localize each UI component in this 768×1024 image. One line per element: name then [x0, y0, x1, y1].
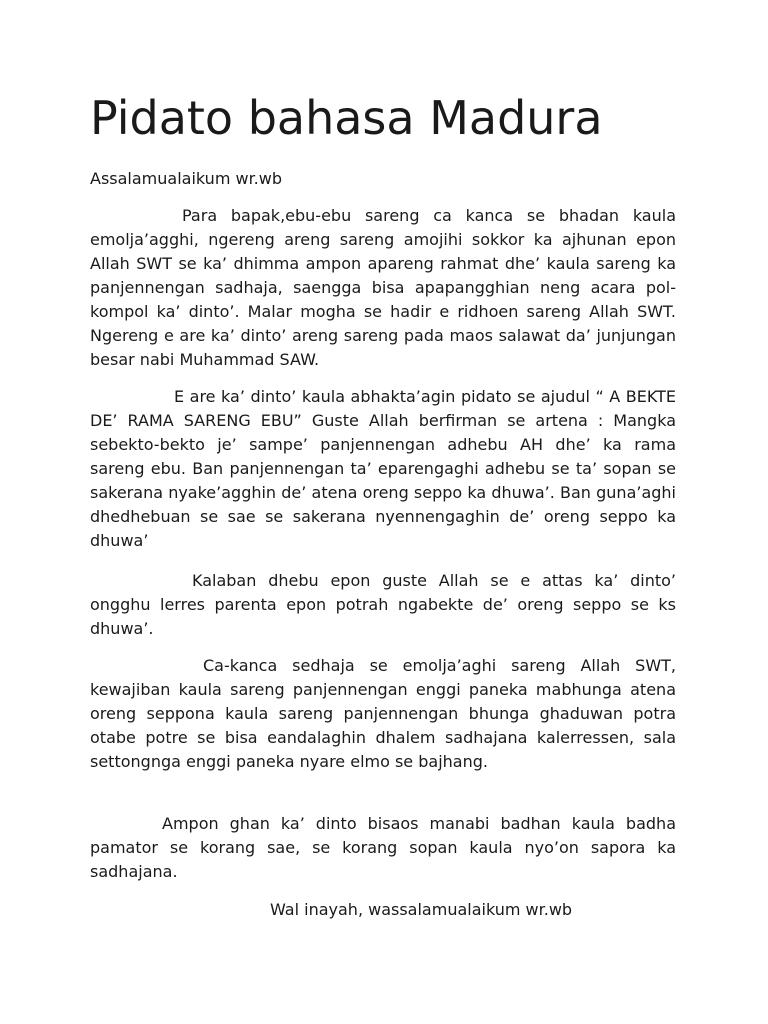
- paragraph-2: E are ka’ dinto’ kaula abhakta’agin pidato se ajudul “ A BEKTE DE’ RAMA SARENG EBU” Guste Allah berfirman se artena : Mangka sebekto-bekto je’ sampe’ panjennengan adhebu AH dhe’ ka rama sareng ebu. Ban panjennengan ta’ eparengaghi adhebu se ta’ sopan se sakerana nyake’agghin de’ atena oreng seppo ka dhuwa’. Ban guna’aghi dhedhebuan se sae se sakerana nyennengaghin de’ oreng seppo ka dhuwa’: [90, 387, 676, 550]
- paragraph-3: Kalaban dhebu epon guste Allah se e attas ka’ dinto’ ongghu lerres parenta epon potrah ngabekte de’ oreng seppo se ks dhuwa’.: [90, 571, 676, 638]
- closing-greeting: Wal inayah, wassalamualaikum wr.wb: [270, 900, 573, 919]
- opening-greeting: Assalamualaikum wr.wb: [90, 169, 283, 188]
- page-title: Pidato bahasa Madura: [90, 91, 603, 145]
- paragraph-1: Para bapak,ebu-ebu sareng ca kanca se bhadan kaula emolja’agghi, ngereng areng sareng amojihi sokkor ka ajhunan epon Allah SWT se ka’ dhimma ampon apareng rahmat dhe’ kaula sareng ka panjennengan sadhaja, saengga bisa apapangghian neng acara pol-kompol ka’ dinto’. Malar mogha se hadir e ridhoen sareng Allah SWT. Ngereng e are ka’ dinto’ areng sareng pada maos salawat da’ junjungan besar nabi Muhammad SAW.: [90, 206, 676, 369]
- paragraph-5: Ampon ghan ka’ dinto bisaos manabi badhan kaula badha pamator se korang sae, se korang sopan kaula nyo’on sapora ka sadhajana.: [90, 814, 676, 881]
- paragraph-4: Ca-kanca sedhaja se emolja’aghi sareng Allah SWT, kewajiban kaula sareng panjennengan enggi paneka mabhunga atena oreng seppona kaula sareng panjennengan bhunga ghaduwan potra otabe potre se bisa eandalaghin dhalem sadhajana kalerressen, sala settongnga enggi paneka nyare elmo se bajhang.: [90, 656, 676, 771]
